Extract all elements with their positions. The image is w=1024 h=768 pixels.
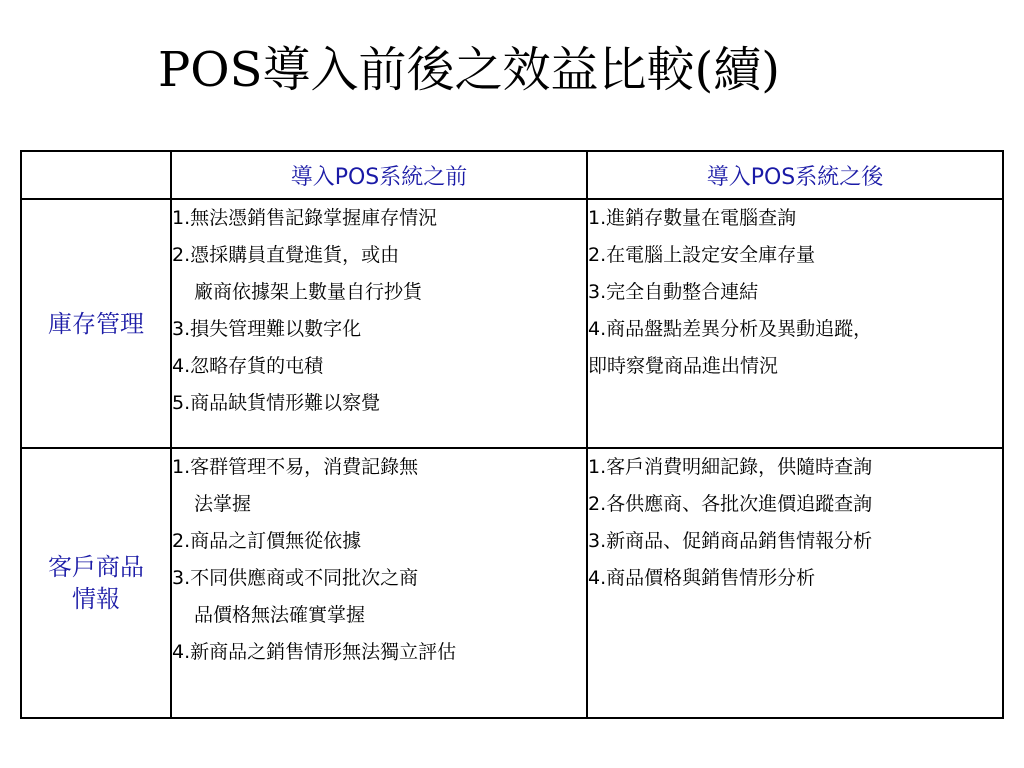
row-label-inventory <box>21 199 171 448</box>
list-item <box>588 200 1002 237</box>
list-item-text: 4.商品盤點差異分析及異動追蹤， <box>588 318 873 340</box>
table-row-inventory <box>21 199 1003 448</box>
list-item <box>172 348 586 385</box>
row-label-line: 客戶商品 <box>48 553 144 581</box>
slide-title: POS導入前後之效益比較(續) <box>158 42 780 98</box>
list-item-text: 1.進銷存數量在電腦查詢 <box>588 207 797 229</box>
list-item <box>588 523 1002 560</box>
cell-customer-before <box>171 448 587 718</box>
list-item-text: 5.商品缺貨情形難以察覺 <box>172 392 381 414</box>
list-item-text: 4.新商品之銷售情形無法獨立評估 <box>172 641 457 663</box>
cell-customer-after <box>587 448 1003 718</box>
list-item-text: 2.憑採購員直覺進貨，或由 <box>172 244 400 266</box>
table-header-row <box>21 151 1003 199</box>
header-before: 導入POS系統之前 <box>171 151 587 199</box>
list-item <box>172 385 586 422</box>
list-item-continuation: 即時察覺商品進出情況 <box>588 355 779 377</box>
row-label-customer <box>21 448 171 718</box>
list-item <box>588 237 1002 274</box>
list-item-text: 1.客群管理不易，消費記錄無 <box>172 456 419 478</box>
list-item <box>172 237 586 311</box>
list-item <box>172 560 586 634</box>
list-item-continuation: 法掌握 <box>194 493 252 515</box>
list-item-text: 1.客戶消費明細記錄，供隨時查詢 <box>588 456 873 478</box>
list-item-text: 1.無法憑銷售記錄掌握庫存情況 <box>172 207 438 229</box>
header-corner-cell <box>21 151 171 199</box>
list-item-text: 2.各供應商、各批次進價追蹤查詢 <box>588 493 873 515</box>
list-item <box>172 311 586 348</box>
list-item-continuation: 品價格無法確實掌握 <box>194 604 366 626</box>
list-item-text: 2.在電腦上設定安全庫存量 <box>588 244 816 266</box>
list-item <box>588 449 1002 486</box>
list-item-text: 3.損失管理難以數字化 <box>172 318 362 340</box>
list-item-text: 3.完全自動整合連結 <box>588 281 759 303</box>
list-item-text: 2.商品之訂價無從依據 <box>172 530 362 552</box>
row-label-line: 情報 <box>72 585 120 613</box>
list-item-text: 3.不同供應商或不同批次之商 <box>172 567 419 589</box>
list-item-text: 4.商品價格與銷售情形分析 <box>588 567 816 589</box>
table-row-customer <box>21 448 1003 718</box>
list-item <box>588 274 1002 311</box>
header-after: 導入POS系統之後 <box>587 151 1003 199</box>
list-item <box>172 449 586 523</box>
cell-inventory-before <box>171 199 587 448</box>
cell-inventory-after <box>587 199 1003 448</box>
list-item <box>172 200 586 237</box>
row-label-text: 庫存管理 <box>48 309 144 338</box>
list-item <box>588 560 1002 597</box>
list-item-text: 4.忽略存貨的屯積 <box>172 355 324 377</box>
comparison-table <box>20 150 1004 719</box>
list-item-continuation: 廠商依據架上數量自行抄貨 <box>194 281 423 303</box>
list-item <box>172 523 586 560</box>
list-item <box>588 311 1002 385</box>
list-item <box>588 486 1002 523</box>
list-item <box>172 634 586 671</box>
list-item-text: 3.新商品、促銷商品銷售情報分析 <box>588 530 873 552</box>
